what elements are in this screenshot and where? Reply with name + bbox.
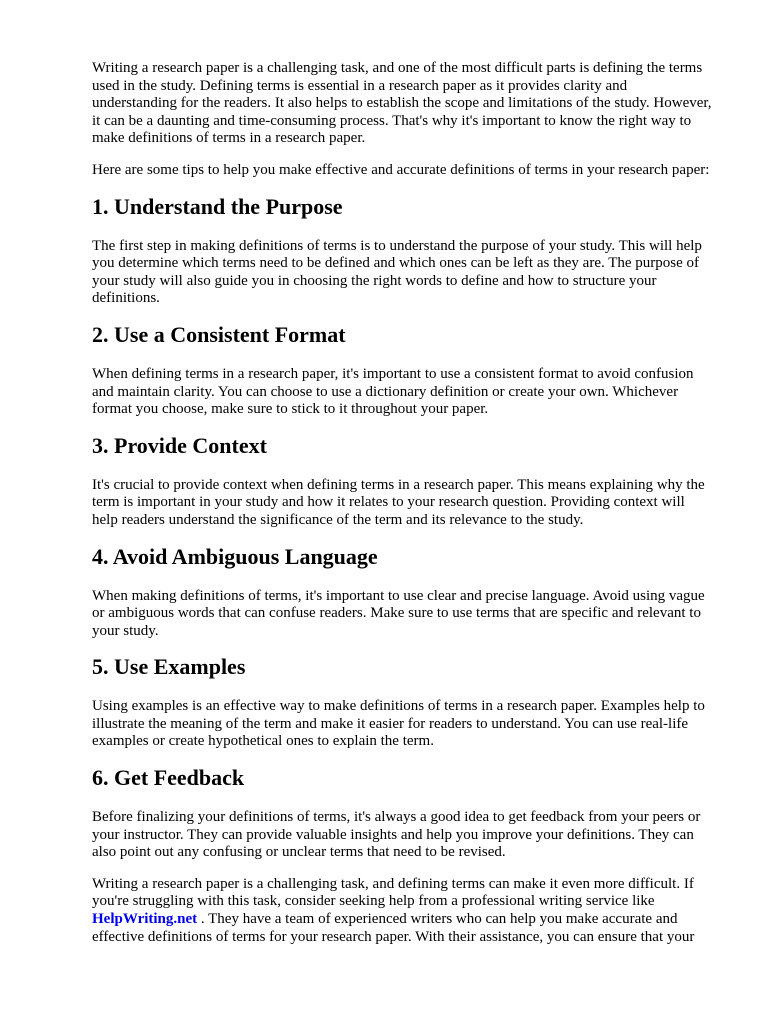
section-body-examples: Using examples is an effective way to make definitions of terms in a research paper. Examples help to illustrate the meaning of the term and make it easier for readers to understand. You can use real-life examples or create hypothetical ones to explain the term.: [92, 698, 705, 750]
helpwriting-link[interactable]: HelpWriting.net: [92, 911, 198, 928]
closing-text-before-link: Writing a research paper is a challenging task, and defining terms can make it even more difficult. If you're struggling with this task, consider seeking help from a professional writing service like: [92, 875, 694, 910]
section-heading-context: 3. Provide Context: [92, 432, 267, 458]
section-heading-feedback: 6. Get Feedback: [92, 765, 245, 791]
section-body-format: When defining terms in a research paper, it's important to use a consistent format to avoid confusion and maintain clarity. You can choose to use a dictionary definition or create your own. Whichever format you choose, make sure to stick to it throughout your paper.: [92, 365, 694, 418]
section-heading-format: 2. Use a Consistent Format: [92, 321, 346, 347]
section-body-feedback: Before finalizing your definitions of terms, it's always a good idea to get feedback from your peers or your instructor. They can provide valuable insights and help you improve your definitions. They can also point out any confusing or unclear terms that need to be revised.: [92, 809, 701, 861]
closing-text-after-link: . They have a team of experienced writers who can help you make accurate and effective definitions of terms for your research paper. With their assistance, you can ensure that your: [92, 911, 695, 945]
section-heading-ambiguous: 4. Avoid Ambiguous Language: [92, 543, 378, 569]
section-body-context: It's crucial to provide context when defining terms in a research paper. This means explaining why the term is important in your study and how it relates to your research question. Providing context will help readers understand the significance of the term and its relevance to the study.: [92, 476, 705, 528]
section-body-purpose: The first step in making definitions of terms is to understand the purpose of your study. This will help you determine which terms need to be defined and which ones can be left as they are. The purpose of your study will also guide you in choosing the right words to define and how to structure your definitions.: [92, 237, 702, 307]
section-heading-examples: 5. Use Examples: [92, 654, 246, 680]
intro-paragraph-1: Writing a research paper is a challenging task, and one of the most difficult parts is defining the terms used in the study. Defining terms is essential in a research paper as it provides clarity and understanding for the readers. It also helps to establish the scope and limitations of the study. However, it can be a daunting and time-consuming process. That's why it's important to know the right way to make definitions of terms in a research paper.: [92, 60, 712, 147]
section-body-ambiguous: When making definitions of terms, it's important to use clear and precise language. Avoid using vague or ambiguous words that can confuse readers. Make sure to use terms that are specific and relevant to your study.: [92, 587, 705, 639]
section-heading-purpose: 1. Understand the Purpose: [92, 193, 343, 219]
intro-paragraph-2: Here are some tips to help you make effective and accurate definitions of terms in your research paper:: [92, 161, 710, 178]
closing-paragraph: [92, 876, 712, 946]
